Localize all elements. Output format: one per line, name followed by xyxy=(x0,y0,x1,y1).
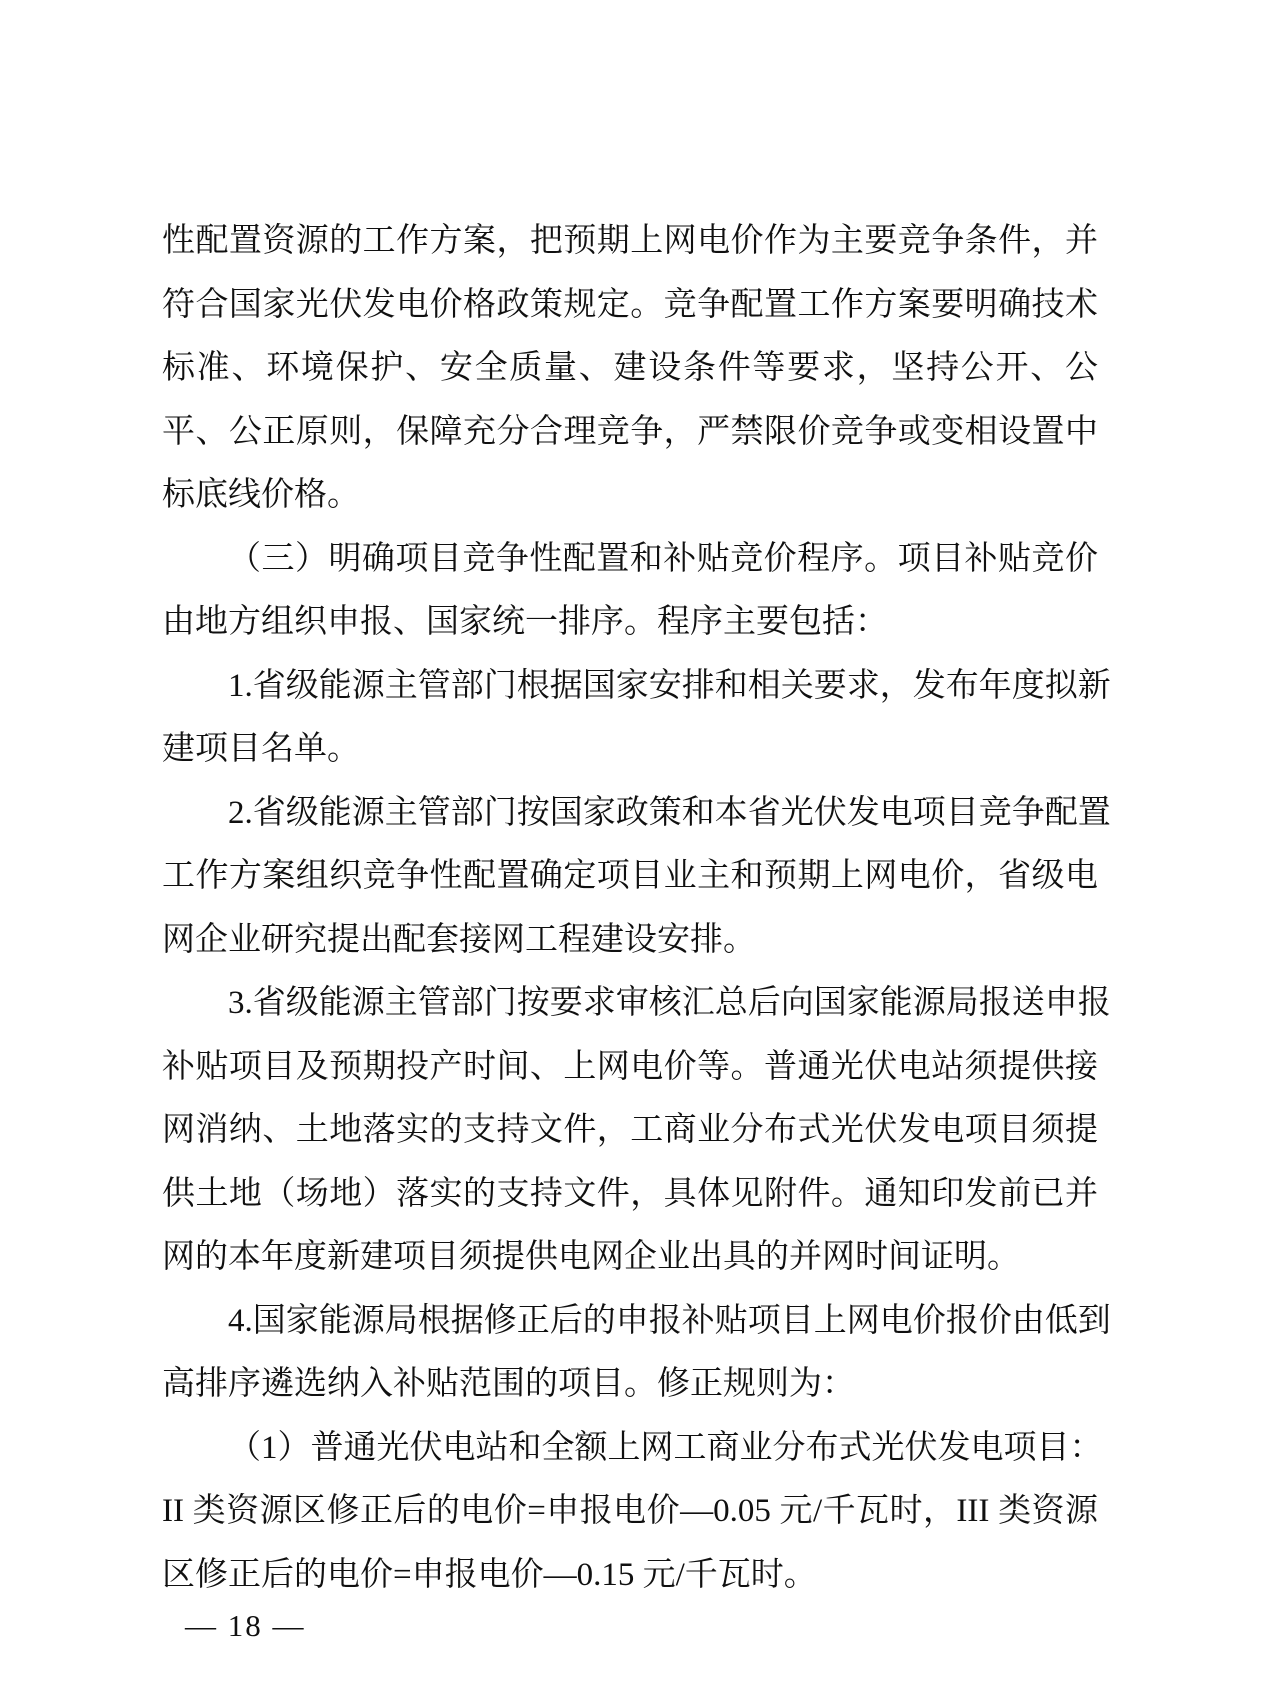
text-line-item-3: 3.省级能源主管部门按要求审核汇总后向国家能源局报送申报 xyxy=(228,985,1111,1021)
text-line: 符合国家光伏发电价格政策规定。竞争配置工作方案要明确技术 xyxy=(162,286,1098,323)
text-line: 标准、环境保护、安全质量、建设条件等要求，坚持公开、公 xyxy=(162,350,1098,386)
text-line-item-4: 4.国家能源局根据修正后的申报补贴项目上网电价报价由低到 xyxy=(228,1302,1111,1339)
text-line: 标底线价格。 xyxy=(162,477,360,513)
text-line: 区修正后的电价=申报电价—0.15 元/千瓦时。 xyxy=(162,1556,817,1593)
text-line: 性配置资源的工作方案，把预期上网电价作为主要竞争条件，并 xyxy=(162,223,1098,259)
text-line-section-heading: （三）明确项目竞争性配置和补贴竞价程序。项目补贴竞价 xyxy=(228,540,1098,577)
page-number: — 18 — xyxy=(185,1608,306,1643)
text-line: 供土地（场地）落实的支持文件，具体见附件。通知印发前已并 xyxy=(162,1175,1098,1212)
text-line: 由地方组织申报、国家统一排序。程序主要包括： xyxy=(162,604,888,640)
text-line: 网企业研究提出配套接网工程建设安排。 xyxy=(162,921,756,958)
text-line: 补贴项目及预期投产时间、上网电价等。普通光伏电站须提供接 xyxy=(162,1048,1098,1085)
text-line: II 类资源区修正后的电价=申报电价—0.05 元/千瓦时，III 类资源 xyxy=(162,1493,1098,1529)
document-body xyxy=(162,210,1111,1607)
text-line-item-1: 1.省级能源主管部门根据国家安排和相关要求，发布年度拟新 xyxy=(228,667,1111,704)
text-line: 平、公正原则，保障充分合理竞争，严禁限价竞争或变相设置中 xyxy=(162,413,1098,450)
text-line-item-2: 2.省级能源主管部门按国家政策和本省光伏发电项目竞争配置 xyxy=(228,794,1111,831)
text-line: 高排序遴选纳入补贴范围的项目。修正规则为： xyxy=(162,1366,855,1402)
text-line: 网消纳、土地落实的支持文件，工商业分布式光伏发电项目须提 xyxy=(162,1112,1098,1148)
text-line: 建项目名单。 xyxy=(162,731,360,767)
text-line-subitem-1: （1）普通光伏电站和全额上网工商业分布式光伏发电项目： xyxy=(228,1429,1103,1466)
text-line: 网的本年度新建项目须提供电网企业出具的并网时间证明。 xyxy=(162,1239,1020,1275)
text-line: 工作方案组织竞争性配置确定项目业主和预期上网电价，省级电 xyxy=(162,858,1098,894)
